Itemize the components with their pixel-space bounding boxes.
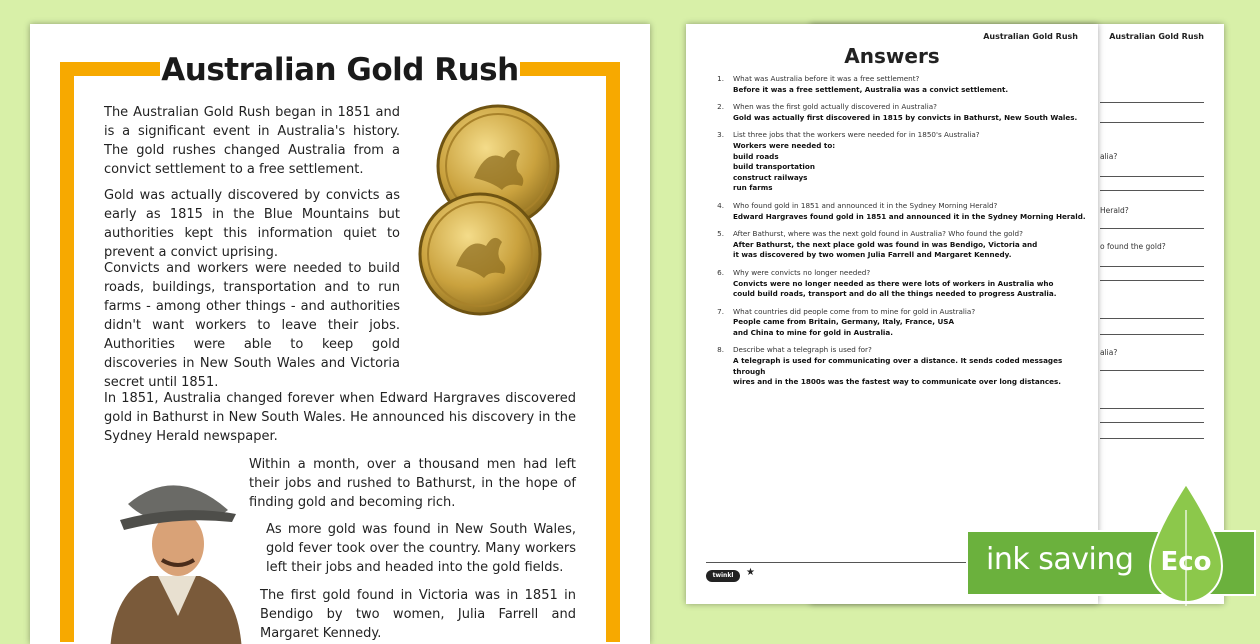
qa-body <box>733 229 1086 261</box>
answer-line <box>1100 102 1204 103</box>
eco-label: Eco <box>1160 547 1212 577</box>
answer-text: Workers were needed to: build roads build transportation construct railways run farms <box>733 140 836 193</box>
answer-item <box>696 130 1086 194</box>
qa-body <box>733 102 1086 123</box>
paragraph: The Australian Gold Rush began in 1851 and is a significant event in Australia's history. The gold rushes changed Australia from a convict settlement to a free settlement. <box>104 105 400 177</box>
worksheet-reading-page <box>30 24 650 644</box>
star-icon: ★ <box>746 567 755 578</box>
question-fragment: Herald? <box>1100 206 1129 215</box>
answer-line <box>1100 438 1204 439</box>
question-fragment: o found the gold? <box>1100 242 1166 251</box>
answer-item <box>696 307 1086 339</box>
qa-body <box>733 268 1086 300</box>
answers-title: Answers <box>844 44 940 68</box>
paragraph: Gold was actually discovered by convicts as early as 1815 in the Blue Mountains but authorities kept this information quiet to prevent a convict uprising. <box>104 188 400 260</box>
paragraph: The first gold found in Victoria was in 1851 in Bendigo by two women, Julia Farrell and Margaret Kennedy. <box>260 588 576 641</box>
answer-item <box>696 201 1086 222</box>
question-text: Describe what a telegraph is used for? <box>733 345 872 355</box>
answer-text: After Bathurst, the next place gold was found in was Bendigo, Victoria and it was discovered by two women Julia Farrell and Margaret Kennedy. <box>733 239 1038 260</box>
question-number: 7. <box>717 306 724 316</box>
qa-body <box>733 201 1086 222</box>
answer-text: A telegraph is used for communicating over a distance. It sends coded messages through wires and in the 1800s was the fastest way to communicate over long distances. <box>733 356 1063 387</box>
page-header: Australian Gold Rush <box>983 32 1078 41</box>
question-fragment: alia? <box>1100 152 1118 161</box>
answer-line <box>1100 370 1204 371</box>
eco-leaf-drop-icon <box>1146 480 1226 610</box>
title-banner <box>160 46 520 94</box>
answer-text: Before it was a free settlement, Australia was a convict settlement. <box>733 84 1009 94</box>
question-number: 8. <box>717 345 724 355</box>
qa-body <box>733 307 1086 339</box>
answer-item <box>696 74 1086 95</box>
question-text: What countries did people come from to mine for gold in Australia? <box>733 306 976 316</box>
ink-saving-label: ink saving <box>986 542 1134 577</box>
page-header: Australian Gold Rush <box>1109 32 1204 41</box>
question-text: List three jobs that the workers were needed for in 1850's Australia? <box>733 130 980 140</box>
question-number: 4. <box>717 200 724 210</box>
answer-item <box>696 268 1086 300</box>
answer-item <box>696 345 1086 387</box>
answer-item <box>696 229 1086 261</box>
page-title: Australian Gold Rush <box>161 52 519 88</box>
question-number: 2. <box>717 102 724 112</box>
answer-line <box>1100 280 1204 281</box>
question-text: Why were convicts no longer needed? <box>733 267 871 277</box>
paragraph: Within a month, over a thousand men had left their jobs and rushed to Bathurst, in the hope of finding gold and becoming rich. <box>249 457 576 510</box>
question-fragment: alia? <box>1100 348 1118 357</box>
paragraph: Convicts and workers were needed to build roads, buildings, transportation and to run farms - among other things - and authorities didn't want workers to leave their jobs. Authorities were able to keep gold discoveries in New South Wales and Victoria secret until 1851. <box>104 261 400 390</box>
question-text: When was the first gold actually discovered in Australia? <box>733 102 937 112</box>
answer-line <box>1100 228 1204 229</box>
twinkl-logo: twinkl <box>706 570 740 582</box>
question-number: 1. <box>717 74 724 83</box>
question-number: 5. <box>717 229 724 239</box>
answers-page <box>686 24 1098 604</box>
answer-text: Edward Hargraves found gold in 1851 and announced it in the Sydney Morning Herald. <box>733 211 1086 221</box>
qa-body <box>733 130 1086 194</box>
answer-line <box>1100 422 1204 423</box>
answer-text: People came from Britain, Germany, Italy, France, USA and China to mine for gold in Australia. <box>733 317 955 337</box>
answer-line <box>1100 334 1204 335</box>
answer-line <box>1100 190 1204 191</box>
question-number: 6. <box>717 267 724 277</box>
question-number: 3. <box>717 130 724 140</box>
answer-line <box>1100 122 1204 123</box>
answer-text: Convicts were no longer needed as there were lots of workers in Australia who could build roads, transport and do all the things needed to progress Australia. <box>733 278 1057 299</box>
answer-line <box>1100 176 1204 177</box>
answer-line <box>1100 266 1204 267</box>
gold-miner-image <box>100 464 248 644</box>
paragraph: As more gold was found in New South Wales, gold fever took over the country. Many workers left their jobs and headed into the gold fields. <box>266 522 576 575</box>
answer-line <box>1100 408 1204 409</box>
question-text: Who found gold in 1851 and announced it in the Sydney Morning Herald? <box>733 200 998 210</box>
question-text: What was Australia before it was a free settlement? <box>733 74 920 83</box>
question-text: After Bathurst, where was the next gold found in Australia? Who found the gold? <box>733 229 1023 239</box>
answer-item <box>696 102 1086 123</box>
gold-coins-image <box>416 104 566 324</box>
qa-body <box>733 74 1086 95</box>
qa-body <box>733 345 1086 387</box>
answer-text: Gold was actually first discovered in 1815 by convicts in Bathurst, New South Wales. <box>733 112 1078 122</box>
answers-list <box>696 74 1086 395</box>
answer-line <box>1100 318 1204 319</box>
paragraph: In 1851, Australia changed forever when Edward Hargraves discovered gold in Bathurst in New South Wales. He announced his discovery in the Sydney Herald newspaper. <box>104 391 576 444</box>
